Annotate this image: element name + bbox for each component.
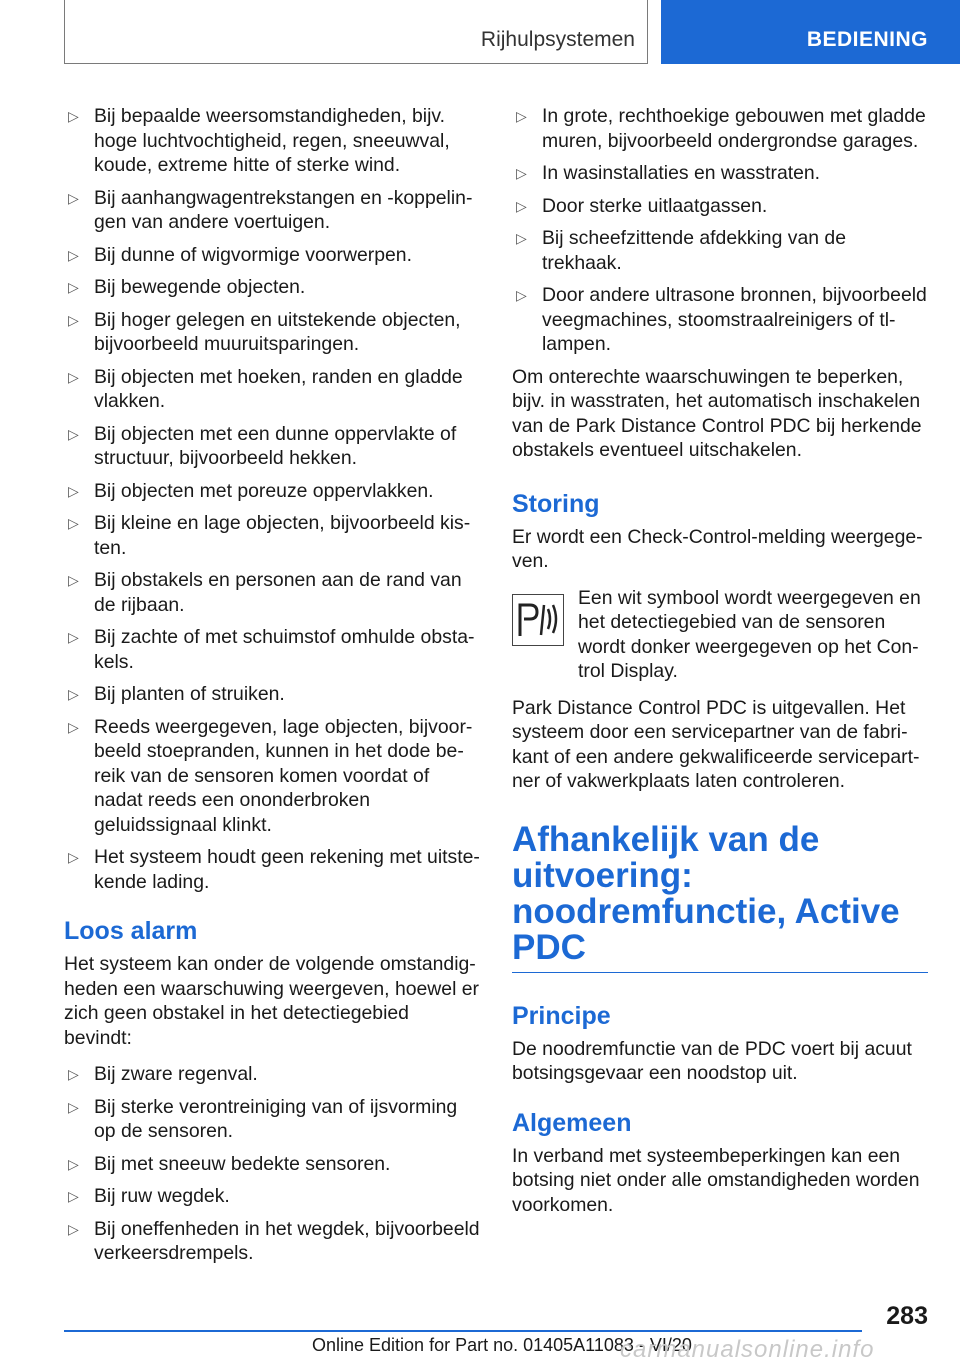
- list-item: ▷ Bij met sneeuw bedekte sensoren.: [68, 1152, 391, 1175]
- loos-alarm-intro: Het systeem kan onder de volgende omstandigheden een waarschuwing weergeven, hoewel er zich geen obstakel in het detectiegebied bevindt:: [64, 953, 480, 1049]
- triangle-bullet-icon: ▷: [68, 629, 79, 645]
- list-item: ▷ Bij scheefzittende afdekking van de trekhaak.: [516, 227, 846, 274]
- triangle-bullet-icon: ▷: [68, 279, 79, 295]
- triangle-bullet-icon: ▷: [68, 1188, 79, 1204]
- triangle-bullet-icon: ▷: [68, 1220, 79, 1237]
- triangle-bullet-icon: ▷: [68, 849, 79, 865]
- footer-rule: [64, 1330, 862, 1332]
- list-item: ▷ In wasinstallaties en wasstraten.: [516, 162, 821, 184]
- triangle-bullet-icon: ▷: [68, 515, 79, 531]
- list-item: ▷ Bij oneffenheden in het wegdek, bijvoorbeeld verkeersdrempels.: [68, 1217, 480, 1264]
- section-heading: Afhankelijk van de uitvoering: noodremfunctie, Active PDC: [512, 819, 900, 967]
- loos-alarm-heading: Loos alarm: [64, 917, 198, 945]
- paragraph-pdc-failed: Park Distance Control PDC is uitgevallen. Het systeem door een servicepartner van de fabrikant of een andere gekwalificeerde servicepartner of vakwerkplaats laten controleren.: [512, 696, 920, 792]
- header-section-title: Rijhulpsystemen: [480, 28, 635, 51]
- section-heading-wrap: [512, 819, 928, 973]
- list-item: ▷ Bij hoger gelegen en uitstekende objecten, bijvoorbeeld muuruitsparingen.: [68, 308, 461, 355]
- triangle-bullet-icon: ▷: [68, 425, 79, 442]
- left-column: [64, 104, 482, 1274]
- storing-heading: Storing: [512, 489, 600, 518]
- list-item: ▷ Bij bewegende objecten.: [68, 276, 306, 298]
- list-item: ▷ Bij sterke verontreiniging van of ijsvorming op de sensoren.: [68, 1095, 458, 1142]
- symbol-description: Een wit symbool wordt weergegeven en het detectiegebied van de sensoren wordt donker weergegeven op het Control Display.: [578, 586, 921, 682]
- list-item: ▷ In grote, rechthoekige gebouwen met gladde muren, bijvoorbeeld ondergrondse garages.: [516, 105, 926, 152]
- pdc-sensor-icon: [512, 594, 564, 646]
- triangle-bullet-icon: ▷: [68, 246, 79, 263]
- triangle-bullet-icon: ▷: [68, 718, 79, 735]
- right-column: [512, 104, 928, 1229]
- list-item: ▷ Bij dunne of wigvormige voorwerpen.: [68, 243, 412, 266]
- paragraph-pdc-disable: Om onterechte waarschuwingen te beperken, bijv. in wasstraten, het automatisch inschakelen van de Park Distance Control PDC bij herkende obstakels eventueel uitschakelen.: [512, 365, 922, 461]
- triangle-bullet-icon: ▷: [68, 108, 79, 124]
- triangle-bullet-icon: ▷: [68, 1098, 79, 1115]
- triangle-bullet-icon: ▷: [516, 230, 527, 246]
- page-number: 283: [886, 1302, 928, 1330]
- list-item: ▷ Bij obstakels en personen aan de rand van de rijbaan.: [68, 569, 462, 616]
- list-item: ▷ Reeds weergegeven, lage objecten, bijvoorbeeld stoepranden, kunnen in het dode bereik van de sensoren komen voordat of nadat reeds een ononderbroken geluidssignaal klinkt.: [68, 715, 473, 836]
- list-item: ▷ Het systeem houdt geen rekening met uitstekende lading.: [68, 846, 480, 893]
- storing-text: Er wordt een Check-Control-melding weergegeven.: [512, 525, 923, 572]
- triangle-bullet-icon: ▷: [68, 368, 79, 385]
- triangle-bullet-icon: ▷: [516, 197, 527, 214]
- list-item: ▷ Bij zachte of met schuimstof omhulde obstakels.: [68, 626, 475, 673]
- list-item: ▷ Bij objecten met poreuze oppervlakken.: [68, 479, 434, 502]
- triangle-bullet-icon: ▷: [68, 311, 79, 328]
- triangle-bullet-icon: ▷: [68, 686, 79, 702]
- triangle-bullet-icon: ▷: [68, 482, 79, 499]
- list-item: ▷ Bij objecten met hoeken, randen en gladde vlakken.: [68, 365, 463, 412]
- header-chapter-title: BEDIENING: [806, 28, 928, 51]
- symbol-note: [512, 586, 928, 684]
- list-item: ▷ Door sterke uitlaatgassen.: [516, 194, 768, 217]
- triangle-bullet-icon: ▷: [68, 572, 79, 588]
- triangle-bullet-icon: ▷: [68, 189, 79, 206]
- list-item: ▷ Bij kleine en lage objecten, bijvoorbeeld kisten.: [68, 512, 471, 559]
- triangle-bullet-icon: ▷: [68, 1155, 79, 1172]
- algemeen-text: In verband met systeembeperkingen kan een botsing niet onder alle omstandigheden worden voorkomen.: [512, 1144, 920, 1216]
- watermark: carmanualsonline.info: [620, 1336, 875, 1363]
- list-item: ▷ Bij zware regenval.: [68, 1063, 258, 1085]
- principe-heading: Principe: [512, 1001, 611, 1030]
- header-chapter-tab: [661, 0, 960, 64]
- list-item: ▷ Bij ruw wegdek.: [68, 1185, 230, 1207]
- header-section-tab: [64, 0, 648, 64]
- footer-edition: Online Edition for Part no. 01405A11083 - VI/20: [312, 1335, 692, 1355]
- algemeen-heading: Algemeen: [512, 1108, 632, 1137]
- limitations-list: [64, 104, 482, 894]
- triangle-bullet-icon: ▷: [68, 1066, 79, 1082]
- list-item: ▷ Bij bepaalde weersomstandigheden, bijv. hoge luchtvochtigheid, regen, sneeuwval, koude, extreme hitte of sterke wind.: [68, 105, 450, 176]
- triangle-bullet-icon: ▷: [516, 287, 527, 303]
- list-item: ▷ Bij objecten met een dunne oppervlakte of structuur, bijvoorbeeld hekken.: [68, 422, 457, 469]
- triangle-bullet-icon: ▷: [516, 108, 527, 124]
- list-item: ▷ Door andere ultrasone bronnen, bijvoorbeeld veegmachines, stoomstraalreinigers of tl-lampen.: [516, 284, 927, 355]
- principe-text: De noodremfunctie van de PDC voert bij acuut botsingsgevaar een noodstop uit.: [512, 1037, 912, 1084]
- false-alarm-list: [64, 1062, 482, 1266]
- list-item: ▷ Bij aanhangwagentrekstangen en -koppelingen van andere voertuigen.: [68, 186, 473, 233]
- list-item: ▷ Bij planten of struiken.: [68, 683, 285, 705]
- environment-list: [512, 104, 928, 357]
- triangle-bullet-icon: ▷: [516, 165, 527, 181]
